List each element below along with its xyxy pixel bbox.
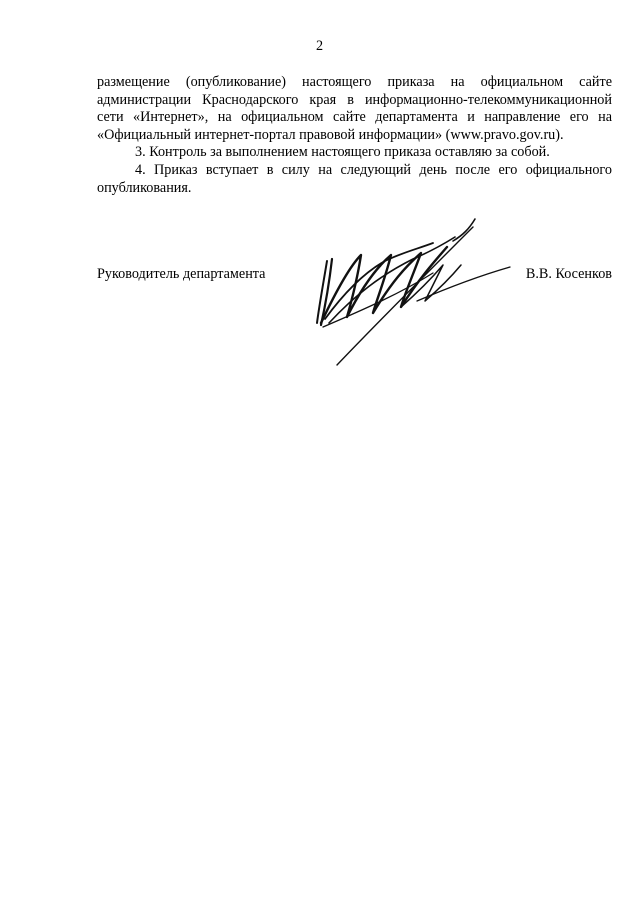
handwritten-signature (305, 215, 515, 367)
paragraph-control: 3. Контроль за выполнением настоящего приказа оставляю за собой. (135, 144, 550, 161)
signer-name: В.В. Косенков (525, 266, 612, 282)
page-number: 2 (315, 38, 324, 54)
paragraph-publication: размещение (опубликование) настоящего приказа на официальном сайте администрации Краснодарского края в информационно-телекоммуникационной сети «Интернет», на официальном сайте департамента и направление его на «Официальный интернет-портал правовой информации» (www.pravo.gov.ru). (97, 74, 612, 143)
signer-position-title: Руководитель департамента (97, 266, 266, 282)
body-text (97, 74, 612, 197)
paragraph-effective-date: 4. Приказ вступает в силу на следующий день после его официального опубликования. (97, 161, 612, 196)
